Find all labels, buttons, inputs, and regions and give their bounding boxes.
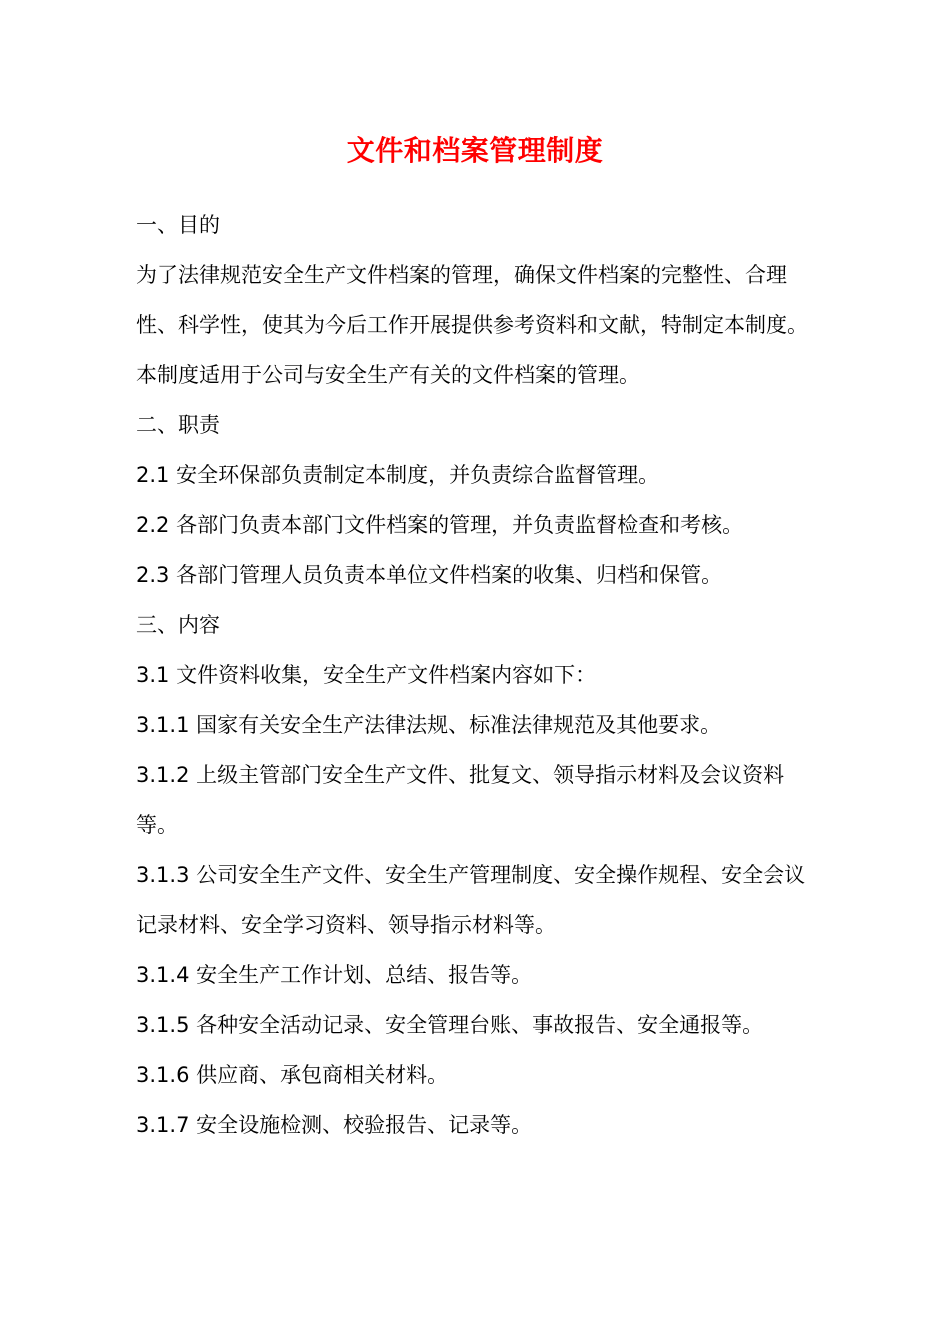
clause-3-1-7: 3.1.7 安全设施检测、校验报告、记录等。 (136, 1113, 533, 1137)
clause-3-1-1: 3.1.1 国家有关安全生产法律法规、标准法律规范及其他要求。 (136, 713, 722, 737)
section-heading-content: 三、内容 (136, 613, 220, 637)
clause-3-1-6: 3.1.6 供应商、承包商相关材料。 (136, 1063, 449, 1087)
paragraph-scope: 本制度适用于公司与安全生产有关的文件档案的管理。 (136, 363, 640, 387)
clause-3-1-4: 3.1.4 安全生产工作计划、总结、报告等。 (136, 963, 533, 987)
clause-2-3: 2.3 各部门管理人员负责本单位文件档案的收集、归档和保管。 (136, 563, 723, 587)
clause-3-1-2: 3.1.2 上级主管部门安全生产文件、批复文、领导指示材料及会议资料等。 (136, 763, 785, 837)
section-heading-responsibilities: 二、职责 (136, 413, 220, 437)
clause-2-2: 2.2 各部门负责本部门文件档案的管理，并负责监督检查和考核。 (136, 513, 744, 537)
section-heading-purpose: 一、目的 (136, 213, 220, 237)
clause-3-1-5: 3.1.5 各种安全活动记录、安全管理台账、事故报告、安全通报等。 (136, 1013, 764, 1037)
document-title: 文件和档案管理制度 (346, 134, 604, 167)
clause-3-1-3: 3.1.3 公司安全生产文件、安全生产管理制度、安全操作规程、安全会议记录材料、安全学习资料、领导指示材料等。 (136, 863, 806, 937)
clause-3-1: 3.1 文件资料收集，安全生产文件档案内容如下： (136, 663, 597, 687)
document-body (136, 200, 826, 1150)
clause-2-1: 2.1 安全环保部负责制定本制度，并负责综合监督管理。 (136, 463, 660, 487)
paragraph-purpose: 为了法律规范安全生产文件档案的管理，确保文件档案的完整性、合理性、科学性，使其为今后工作开展提供参考资料和文献，特制定本制度。 (136, 263, 808, 337)
